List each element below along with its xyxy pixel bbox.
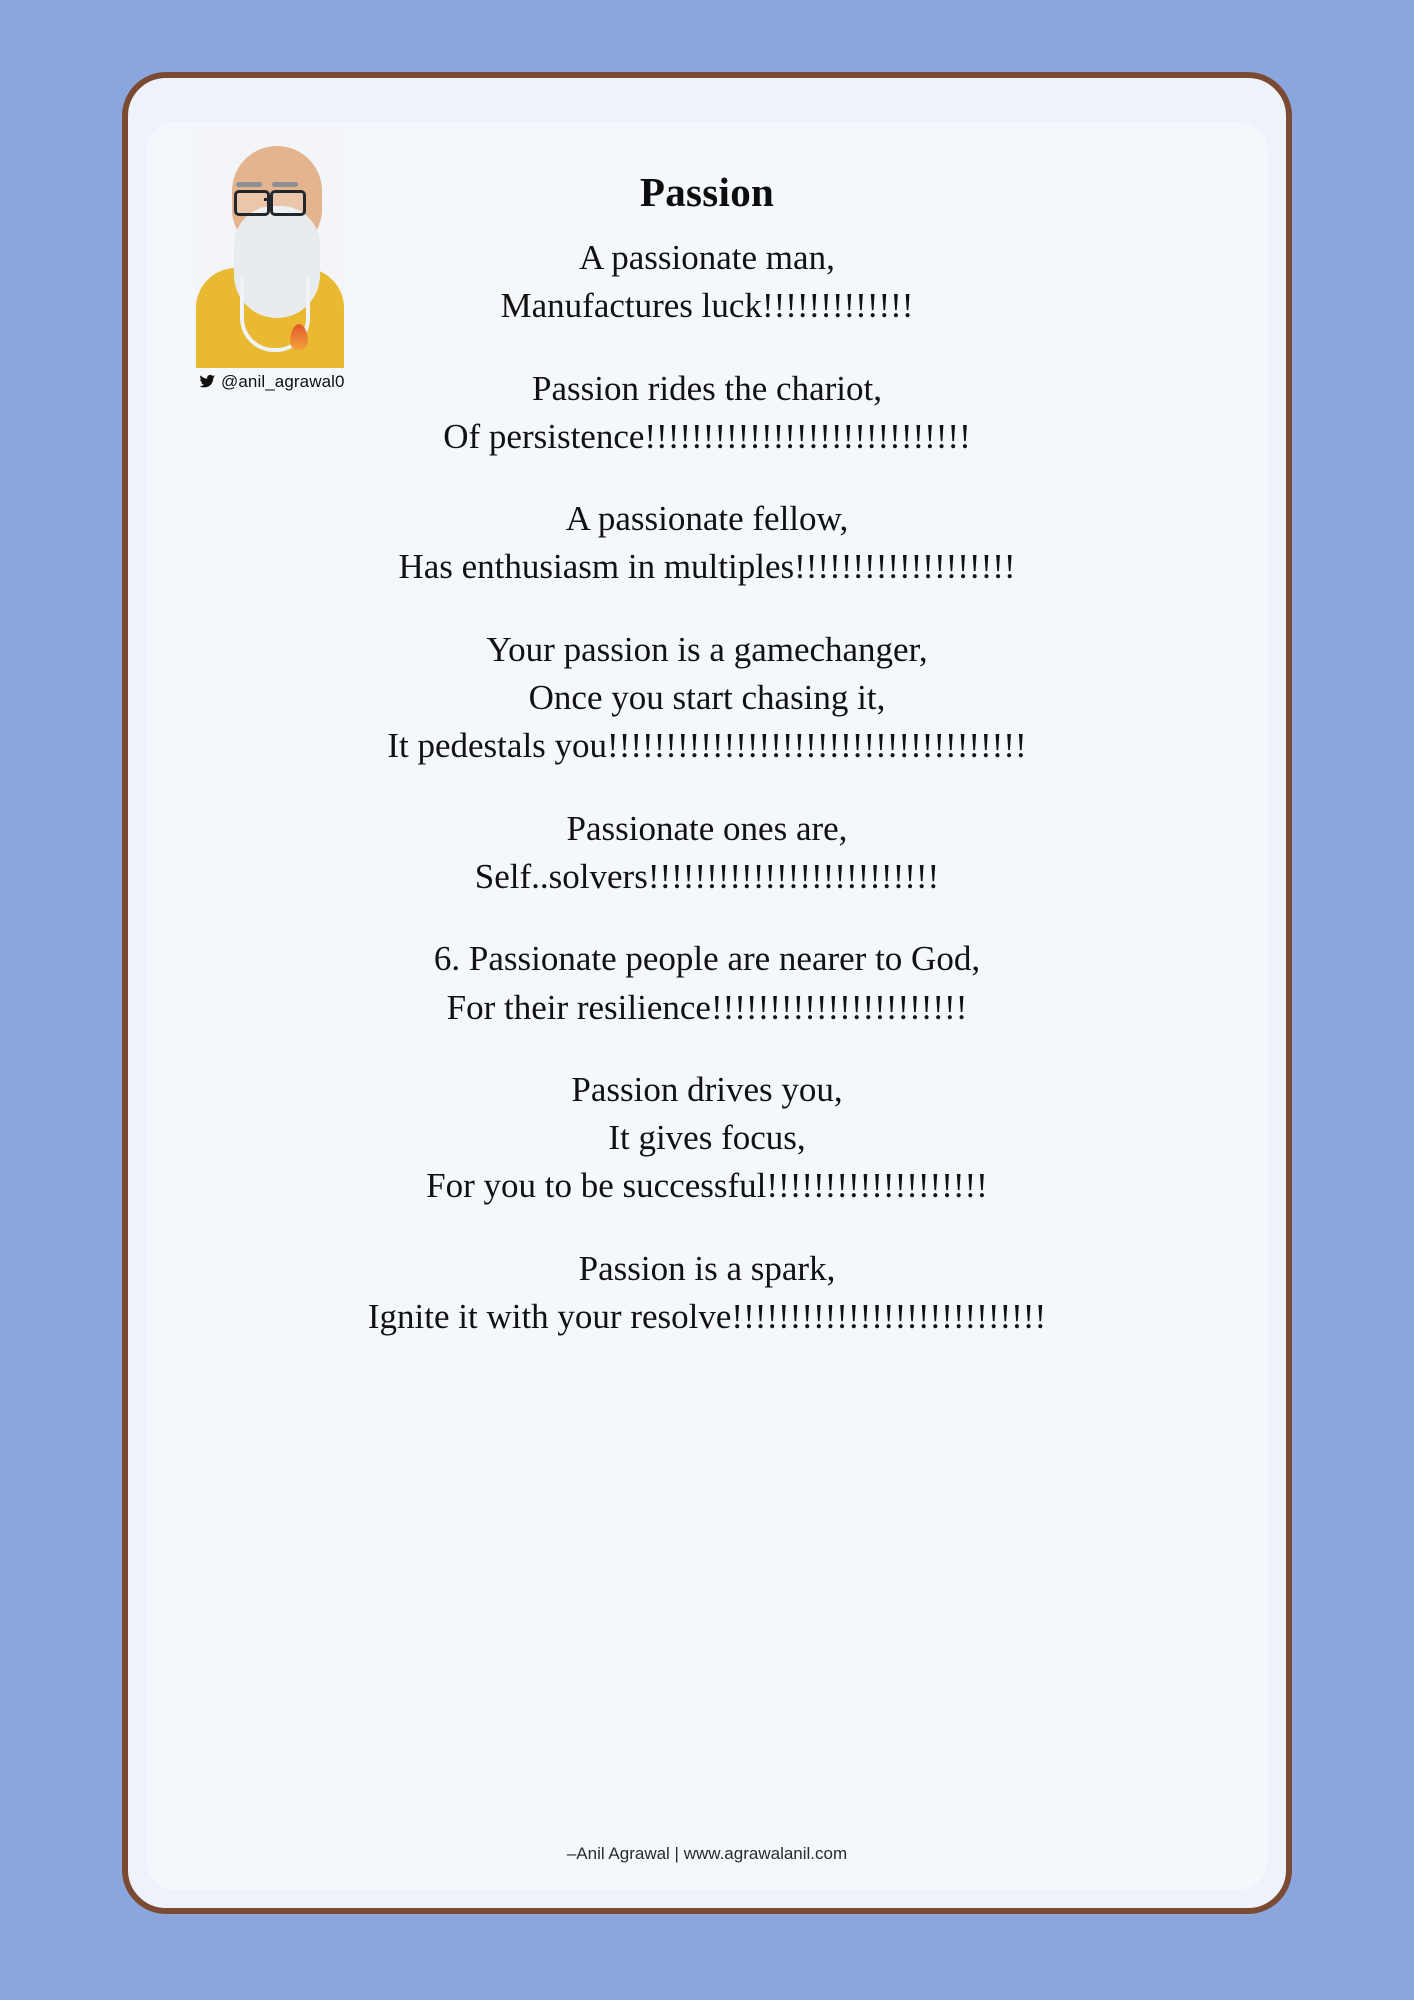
poem-line: Your passion is a gamechanger, [486, 629, 928, 669]
poem-line: 6. Passionate people are nearer to God, [433, 939, 981, 979]
stanza [206, 365, 1208, 462]
poem-line: Passionate ones are, [566, 808, 848, 848]
poster-card [146, 122, 1268, 1890]
poster-frame [122, 72, 1292, 1914]
stanza [206, 626, 1208, 771]
poem-line: Ignite it with your resolve!!!!!!!!!!!!!!!!!!!!!!!!!!! [367, 1297, 1047, 1337]
poem-line: A passionate man, [579, 238, 835, 277]
footer-credit: –Anil Agrawal | www.agrawalanil.com [566, 1844, 848, 1863]
poem-line: For you to be successful!!!!!!!!!!!!!!!!!!! [426, 1166, 988, 1206]
poem-line: For their resilience!!!!!!!!!!!!!!!!!!!!!! [446, 987, 968, 1027]
poem-body [206, 234, 1208, 1375]
poem-line: It gives focus, [608, 1118, 806, 1158]
poem-line: Manufactures luck!!!!!!!!!!!!! [500, 286, 914, 326]
poem-line: Once you start chasing it, [528, 678, 886, 718]
stanza [206, 1066, 1208, 1211]
poem-line: Passion is a spark, [578, 1248, 836, 1288]
stanza [206, 805, 1208, 902]
poem-line: Passion rides the chariot, [532, 368, 882, 408]
poem-line: A passionate fellow, [565, 499, 849, 539]
stanza [206, 1245, 1208, 1342]
poem-line: It pedestals you!!!!!!!!!!!!!!!!!!!!!!!!!!!!!!!!!!!! [387, 726, 1027, 766]
author-handle: @anil_agrawal0 [221, 372, 345, 391]
poem-line: Has enthusiasm in multiples!!!!!!!!!!!!!!!!!!! [398, 547, 1016, 587]
stanza [206, 234, 1208, 331]
stanza [206, 495, 1208, 592]
page-title: Passion [639, 169, 775, 215]
poem-line: Of persistence!!!!!!!!!!!!!!!!!!!!!!!!!!!! [443, 416, 971, 456]
poem-line: Self..solvers!!!!!!!!!!!!!!!!!!!!!!!!! [474, 856, 940, 896]
stanza [206, 935, 1208, 1032]
poem-line: Passion drives you, [571, 1069, 843, 1109]
